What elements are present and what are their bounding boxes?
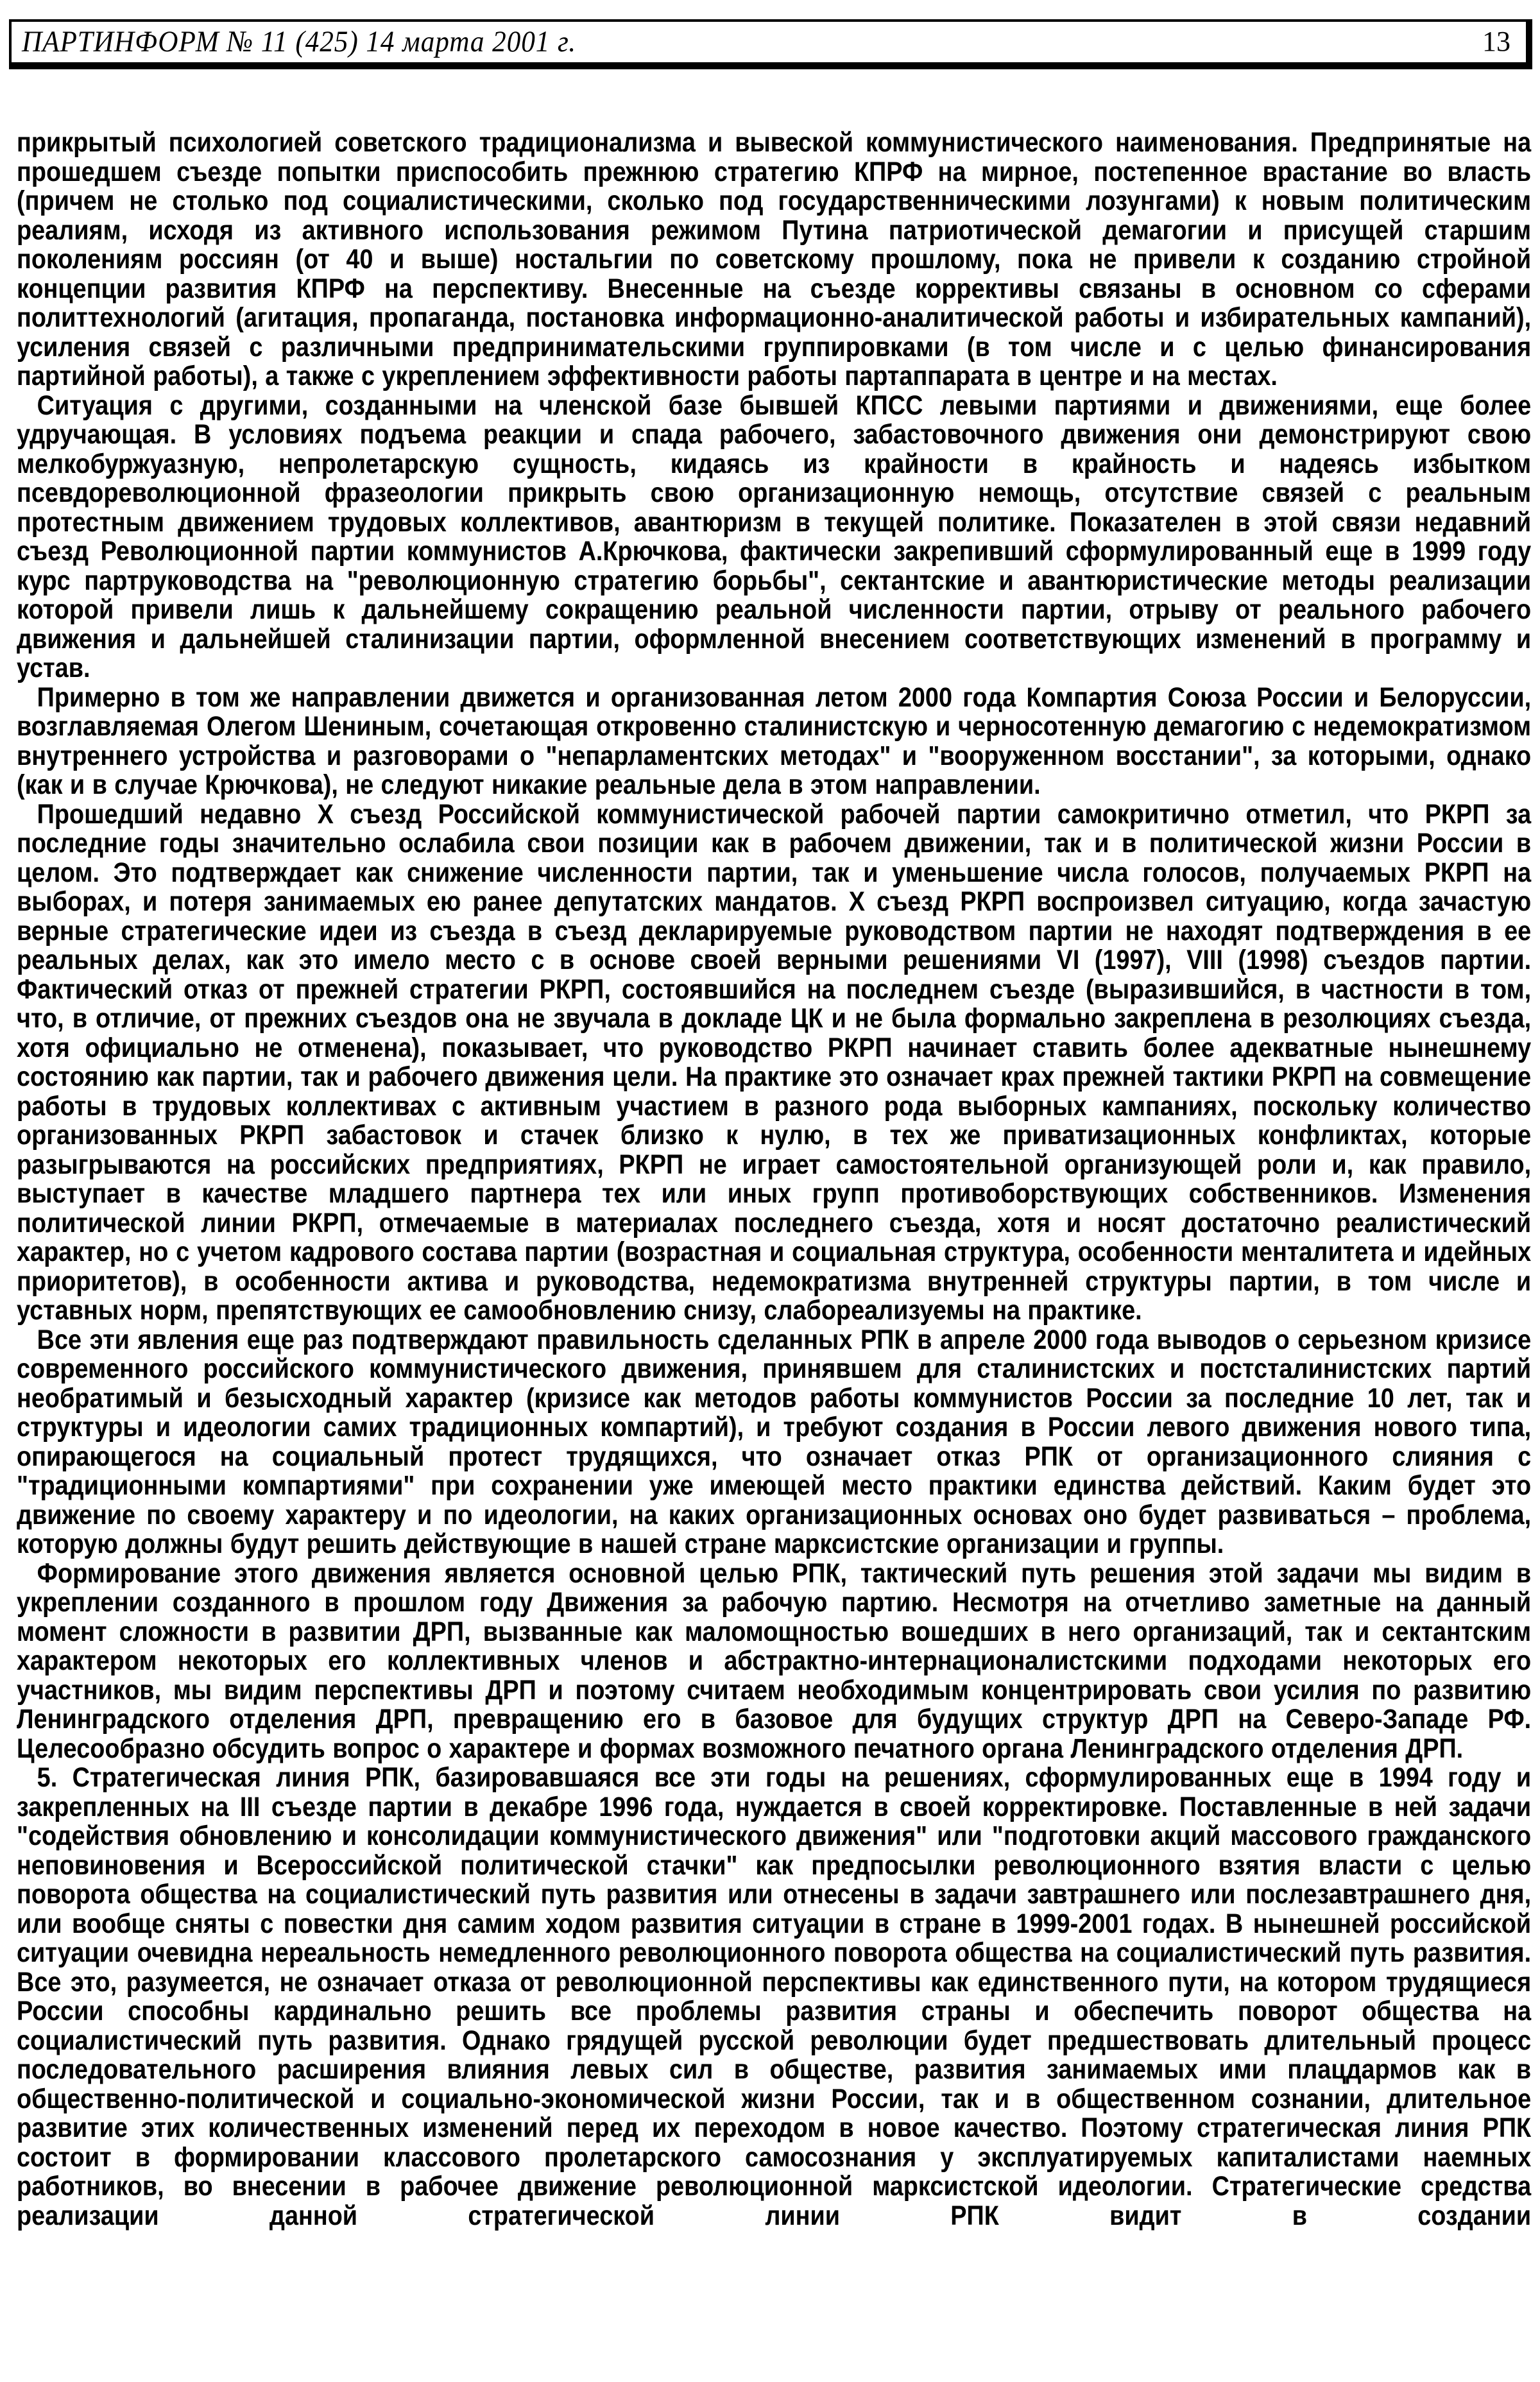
paragraph: Примерно в том же направлении движется и организованная летом 2000 года Компартия Союза России и Белоруссии, возглавляемая Олегом Шениным, сочетающая откровенно сталинистскую и черносотенную демагогию с недемократизмом внутреннего устройства и разговорами о "непарламентских методах" и "вооруженном восстании", за которыми, однако (как и в случае Крючкова), не следуют никакие реальные дела в этом направлении. bbox=[17, 681, 1532, 800]
page-header bbox=[9, 19, 1532, 69]
article-body bbox=[17, 128, 1531, 2231]
journal-title: ПАРТИНФОРМ № 11 (425) 14 марта 2001 г. bbox=[22, 24, 576, 58]
paragraph: 5. Стратегическая линия РПК, базировавшаяся все эти годы на решениях, сформулированных еще в 1994 году и закрепленных на III съезде партии в декабре 1996 года, нуждается в своей корректировке. Поставленные в ней задачи "содействия обновлению и консолидации коммунистического движения" или "подготовки акций массового гражданского неповиновения и Всероссийской политической стачки" как предпосылки революционного взятия власти с целью поворота общества на социалистический путь развития или отнесены в задачи завтрашнего или послезавтрашнего дня, или вообще сняты с повестки дня самим ходом развития ситуации в стране в 1999-2001 годах. В нынешней российской ситуации очевидна нереальность немедленного революционного поворота общества на социалистический путь развития. Все это, разумеется, не означает отказа от революционной перспективы как единственного пути, на котором трудящиеся России способны кардинально решить все проблемы развития страны и обеспечить поворот общества на социалистический путь развития. Однако грядущей русской революции будет предшествовать длительный процесс последовательного расширения влияния левых сил в обществе, развития занимаемых ими плацдармов как в общественно-политической и социально-экономической жизни России, так и в общественном сознании, длительное развитие этих количественных изменений перед их переходом в новое качество. Поэтому стратегическая линия РПК состоит в формировании классового пролетарского самосознания у эксплуатируемых капиталистами наемных работников, во внесении в рабочее движение революционной марксистской идеологии. Стратегические средства реализации данной стратегической линии РПК видит в создании bbox=[17, 1762, 1532, 2231]
paragraph: Все эти явления еще раз подтверждают правильность сделанных РПК в апреле 2000 года выводов о серьезном кризисе современного российского коммунистического движения, принявшем для сталинистских и постсталинистских партий необратимый и безысходный характер (кризисе как методов работы коммунистов России за последние 10 лет, так и структуры и идеологии самих традиционных компартий), и требуют создания в России левого движения нового типа, опирающегося на социальный протест трудящихся, что означает отказ РПК от организационного слияния с "традиционными компартиями" при сохранении уже имеющей место практики единства действий. Каким будет это движение по своему характеру и по идеологии, на каких организационных основах оно будет развиваться – проблема, которую должны будут решить действующие в нашей стране марксистские организации и группы. bbox=[17, 1324, 1532, 1559]
paragraph: Ситуация с другими, созданными на членской базе бывшей КПСС левыми партиями и движениями, еще более удручающая. В условиях подъема реакции и спада рабочего, забастовочного движения они демонстрируют свою мелкобуржуазную, непролетарскую сущность, кидаясь из крайности в крайность и надеясь избытком псевдореволюционной фразеологии прикрыть свою организационную немощь, отсутствие связей с реальным протестным движением трудовых коллективов, авантюризм в текущей политике. Показателен в этой связи недавний съезд Революционной партии коммунистов А.Крючкова, фактически закрепивший сформулированный еще в 1999 году курс партруководства на "революционную стратегию борьбы", сектантские и авантюристические методы реализации которой привели лишь к дальнейшему сокращению реальной численности партии, отрыву от реального рабочего движения и дальнейшей сталинизации партии, оформленной внесением соответствующих изменений в программу и устав. bbox=[17, 390, 1532, 683]
page-number: 13 bbox=[1482, 25, 1510, 57]
paragraph: прикрытый психологией советского традиционализма и вывеской коммунистического наименования. Предпринятые на прошедшем съезде попытки приспособить прежнюю стратегию КПРФ на мирное, постепенное врастание во власть (причем не столько под социалистическими, сколько под государственническими лозунгами) к новым политическим реалиям, исходя из активного использования режимом Путина патриотической демагогии и присущей старшим поколениям россиян (от 40 и выше) ностальгии по советскому прошлому, пока не привели к созданию стройной концепции развития КПРФ на перспективу. Внесенные на съезде коррективы связаны в основном со сферами политтехнологий (агитация, пропаганда, постановка информационно-аналитической работы и избирательных кампаний), усиления связей с различными предпринимательскими группировками (в том числе и с целью финансирования партийной работы), а также с укреплением эффективности работы партаппарата в центре и на местах. bbox=[17, 127, 1532, 391]
paragraph: Прошедший недавно X съезд Российской коммунистической рабочей партии самокритично отметил, что РКРП за последние годы значительно ослабила свои позиции как в рабочем движении, так и в политической жизни России в целом. Это подтверждает как снижение численности партии, так и уменьшение числа голосов, получаемых РКРП на выборах, и потеря занимаемых ею ранее депутатских мандатов. X съезд РКРП воспроизвел ситуацию, когда зачастую верные стратегические идеи из съезда в съезд декларируемые руководством партии не находят подтверждения в ее реальных делах, как это имело место с в основе своей верными решениями VI (1997), VIII (1998) съездов партии. Фактический отказ от прежней стратегии РКРП, состоявшийся на последнем съезде (выразившийся, в частности в том, что, в отличие, от прежних съездов она не звучала в докладе ЦК и не была формально закреплена в резолюциях съезда, хотя официально не отменена), показывает, что руководство РКРП начинает ставить более адекватные нынешнему состоянию как партии, так и рабочего движения цели. На практике это означает крах прежней тактики РКРП на совмещение работы в трудовых коллективах с активным участием в разного рода выборных кампаниях, поскольку количество организованных РКРП забастовок и стачек близко к нулю, в тех же приватизационных конфликтах, которые разыгрываются на российских предприятиях, РКРП не играет самостоятельной организующей роли и, как правило, выступает в качестве младшего партнера тех или иных групп противоборствующих собственников. Изменения политической линии РКРП, отмечаемые в материалах последнего съезда, хотя и носят достаточно реалистический характер, но с учетом кадрового состава партии (возрастная и социальная структура, особенности менталитета и идейных приоритетов), в особенности актива и руководства, недемократизма внутренней структуры партии, в том числе и уставных норм, препятствующих ее самообновлению снизу, слабореализуемы на практике. bbox=[17, 798, 1532, 1326]
paragraph: Формирование этого движения является основной целью РПК, тактический путь решения этой задачи мы видим в укреплении созданного в прошлом году Движения за рабочую партию. Несмотря на отчетливо заметные на данный момент сложности в развитии ДРП, вызванные как маломощностью вошедших в него организаций, так и сектантским характером некоторых его коллективных членов и абстрактно-интернационалистскими подходами некоторых его участников, мы видим перспективы ДРП и поэтому считаем необходимым концентрировать свои усилия по развитию Ленинградского отделения ДРП, превращению его в базовое для будущих структур ДРП на Северо-Западе РФ. Целесообразно обсудить вопрос о характере и формах возможного печатного органа Ленинградского отделения ДРП. bbox=[17, 1557, 1532, 1764]
